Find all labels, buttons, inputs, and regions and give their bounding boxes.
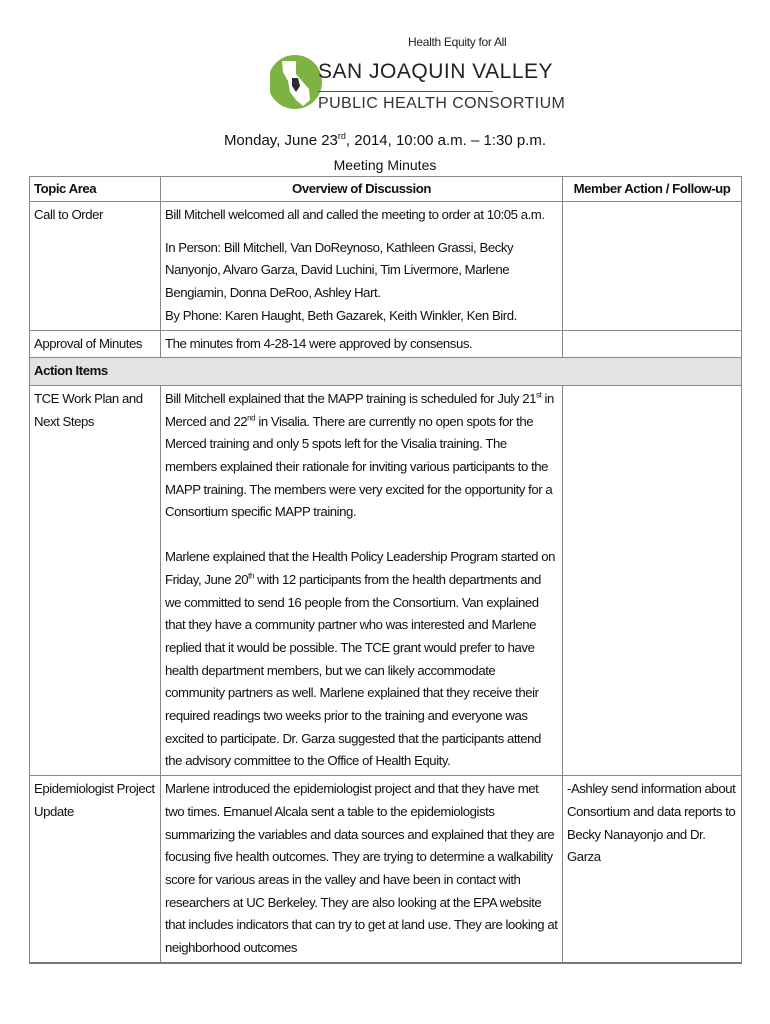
header-member-action: Member Action / Follow-up bbox=[563, 177, 742, 202]
attendees-by-phone: By Phone: Karen Haught, Beth Gazarek, Keith Winkler, Ken Bird. bbox=[165, 307, 517, 323]
table-row bbox=[30, 330, 742, 358]
overview-epidemiologist: Marlene introduced the epidemiologist project and that they have met two times. Emanuel Alcala sent a table to the epidemiologists summarizing the variables and data sources and explained that they are focusing five health outcomes. They are trying to determine a walkability score for various areas in the valley and have been in contact with researchers at UC Berkeley. They are also looking at the EPA website that includes indicators that can try to get at land use. They are looking at neighborhood outcomes bbox=[161, 776, 563, 963]
attendees-in-person: In Person: Bill Mitchell, Van DoReynoso, Kathleen Grassi, Becky Nanyonjo, Alvaro Garza, David Luchini, Tim Livermore, Marlene Bengiamin, Donna DeRoo, Ashley Hart. bbox=[165, 239, 514, 301]
table-row bbox=[30, 202, 742, 331]
tce-paragraph-2: Marlene explained that the Health Policy Leadership Program started on Friday, June 20th with 12 participants from the health departments and we committed to send 16 people from the Consortium. Van explained that they have a community partner who was interested and Marlene replied that it would be possible. The TCE grant would prefer to have health department members, but we can likely accommodate community partners as well. Marlene explained that they receive their required readings two weeks prior to the training and everyone was excited to participate. Dr. Garza suggested that the participants attend the advisory committee to the Office of Health Equity. bbox=[165, 549, 556, 769]
overview-approval: The minutes from 4-28-14 were approved by consensus. bbox=[161, 330, 563, 358]
header-overview: Overview of Discussion bbox=[161, 177, 563, 202]
overview-call-to-order bbox=[161, 202, 563, 331]
table-row bbox=[30, 776, 742, 963]
call-to-order-line: Bill Mitchell welcomed all and called the meeting to order at 10:05 a.m. bbox=[165, 207, 545, 222]
table-header-row bbox=[30, 177, 742, 202]
meeting-date: Monday, June 23rd, 2014, 10:00 a.m. – 1:30 p.m. bbox=[223, 131, 547, 149]
org-divider bbox=[318, 91, 493, 92]
topic-tce: TCE Work Plan and Next Steps bbox=[30, 385, 161, 775]
action-approval bbox=[563, 330, 742, 358]
action-epidemiologist: -Ashley send information about Consortium and data reports to Becky Nanayonjo and Dr. Garza bbox=[563, 776, 742, 963]
minutes-table bbox=[29, 176, 742, 964]
meeting-subtitle: Meeting Minutes bbox=[333, 157, 437, 173]
header-topic-area: Topic Area bbox=[30, 177, 161, 202]
action-tce bbox=[563, 385, 742, 775]
section-row bbox=[30, 358, 742, 386]
org-name-line1: SAN JOAQUIN VALLEY bbox=[318, 60, 554, 83]
tce-paragraph-1: Bill Mitchell explained that the MAPP training is scheduled for July 21st in Merced and 22nd in Visalia. There are currently no open spots for the Merced training and only 5 spots left for the Visalia training. The members explained their rationale for inviting various participants to the MAPP training. The members were very excited for the opportunity for a Consortium specific MAPP training. bbox=[165, 390, 554, 520]
tagline: Health Equity for All bbox=[408, 35, 507, 49]
table-row bbox=[30, 385, 742, 775]
overview-tce bbox=[161, 385, 563, 775]
topic-call-to-order: Call to Order bbox=[30, 202, 161, 331]
topic-epidemiologist: Epidemiologist Project Update bbox=[30, 776, 161, 963]
action-call-to-order bbox=[563, 202, 742, 331]
section-action-items: Action Items bbox=[30, 358, 742, 386]
org-name-line2: PUBLIC HEALTH CONSORTIUM bbox=[318, 95, 566, 112]
topic-approval: Approval of Minutes bbox=[30, 330, 161, 358]
